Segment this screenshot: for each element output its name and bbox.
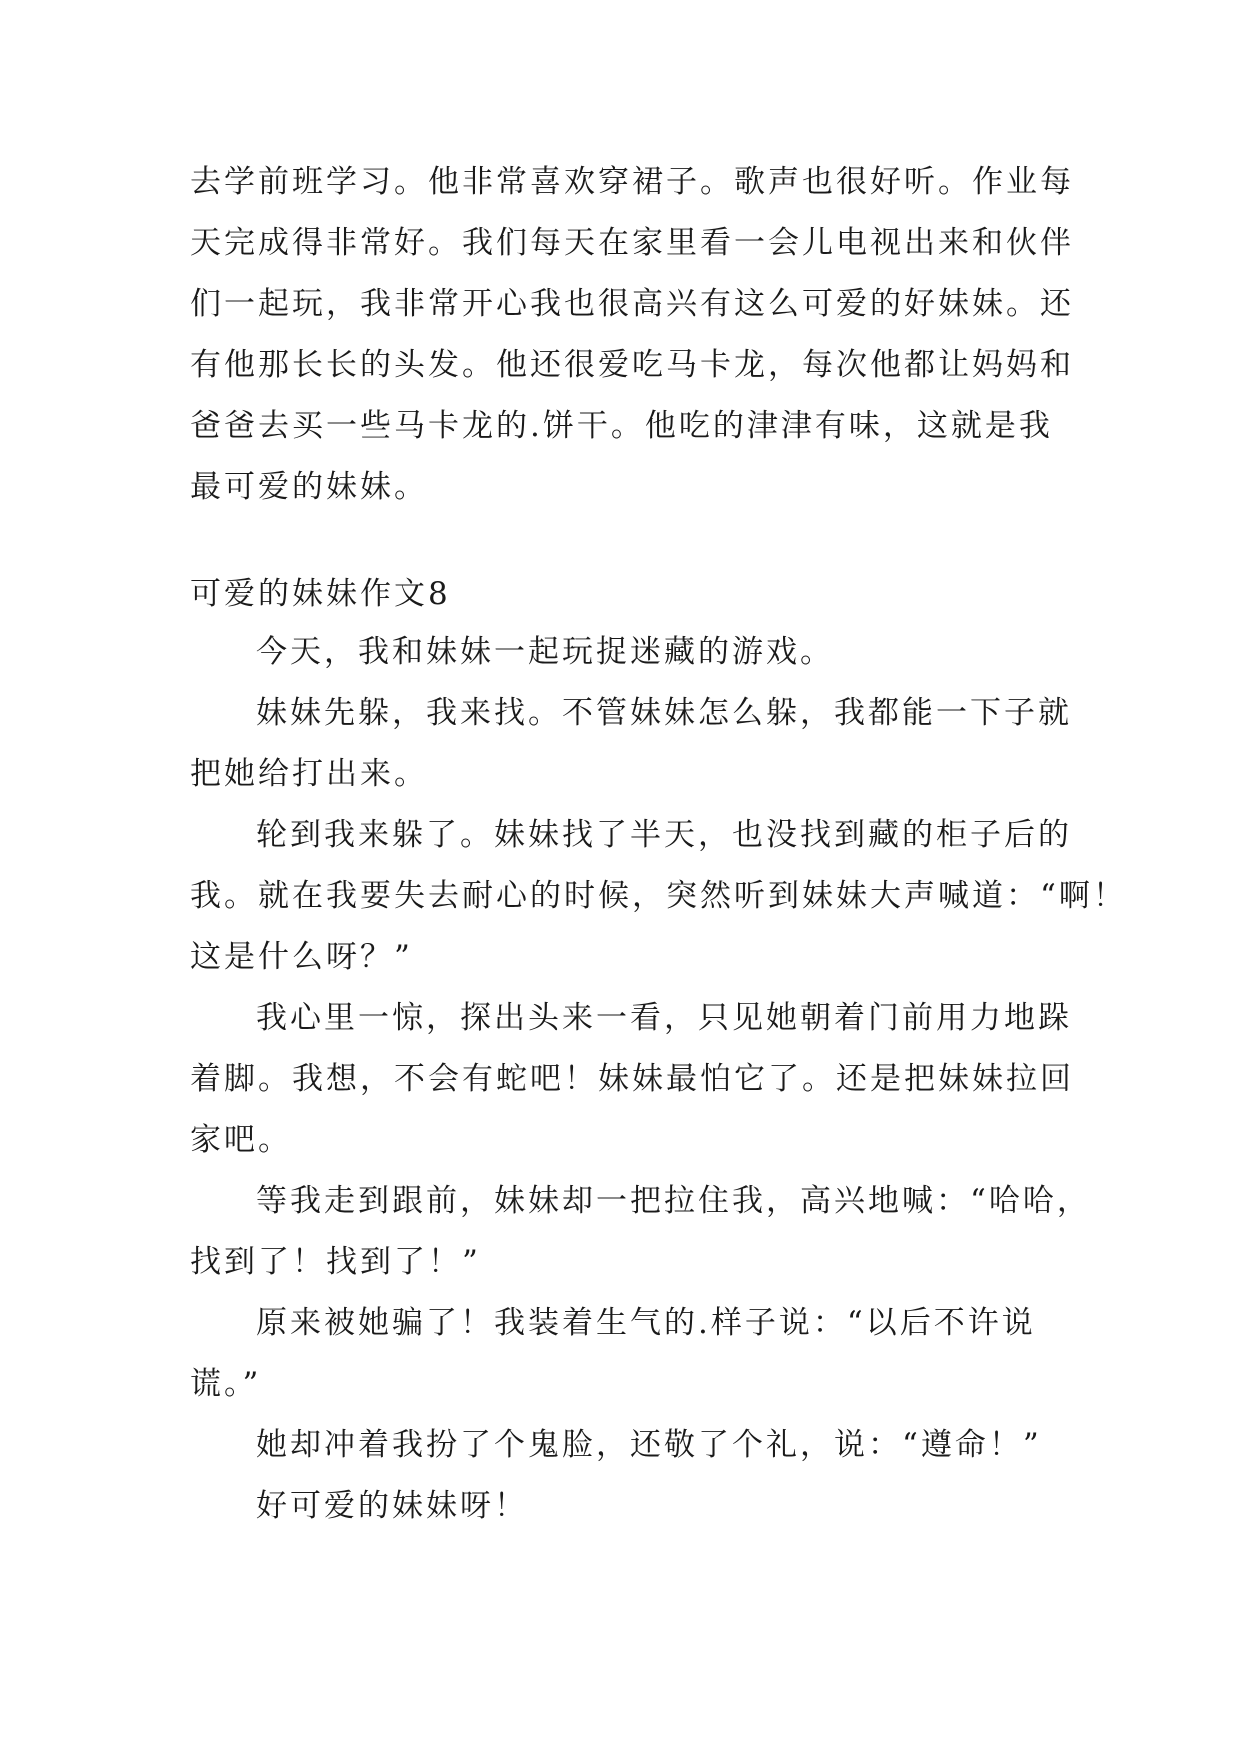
essay-line: 我心里一惊，探出头来一看，只见她朝着门前用力地跺 [256,1000,1072,1036]
essay-line: 等我走到跟前，妹妹却一把拉住我，高兴地喊：“哈哈， [256,1183,1091,1219]
intro-line: 爸爸去买一些马卡龙的.饼干。他吃的津津有味，这就是我 [190,408,1053,444]
essay-line: 这是什么呀？” [190,939,413,975]
essay-line: 今天，我和妹妹一起玩捉迷藏的游戏。 [256,634,834,670]
essay-title: 可爱的妹妹作文8 [190,576,451,612]
essay-line: 谎。” [190,1366,262,1402]
intro-line: 们一起玩，我非常开心我也很高兴有这么可爱的好妹妹。还 [190,286,1074,322]
essay-line: 把她给打出来。 [190,756,428,792]
essay-line: 妹妹先躲，我来找。不管妹妹怎么躲，我都能一下子就 [256,695,1072,731]
intro-line: 天完成得非常好。我们每天在家里看一会儿电视出来和伙伴 [190,225,1074,261]
intro-line: 去学前班学习。他非常喜欢穿裙子。歌声也很好听。作业每 [190,164,1074,200]
essay-line: 好可爱的妹妹呀！ [256,1488,528,1524]
intro-line: 最可爱的妹妹。 [190,469,428,505]
essay-line: 我。就在我要失去耐心的时候，突然听到妹妹大声喊道：“啊！ [190,878,1127,914]
essay-body [190,622,1127,1537]
essay-line: 轮到我来躲了。妹妹找了半天，也没找到藏的柜子后的 [256,817,1072,853]
essay-line: 原来被她骗了！我装着生气的.样子说：“以后不许说 [256,1305,1036,1341]
essay-line: 家吧。 [190,1122,292,1158]
essay-line: 找到了！找到了！” [190,1244,481,1280]
intro-line: 有他那长长的头发。他还很爱吃马卡龙，每次他都让妈妈和 [190,347,1074,383]
essay-line: 她却冲着我扮了个鬼脸，还敬了个礼，说：“遵命！” [256,1427,1042,1463]
essay-line: 着脚。我想，不会有蛇吧！妹妹最怕它了。还是把妹妹拉回 [190,1061,1074,1097]
intro-paragraph [190,152,1074,518]
